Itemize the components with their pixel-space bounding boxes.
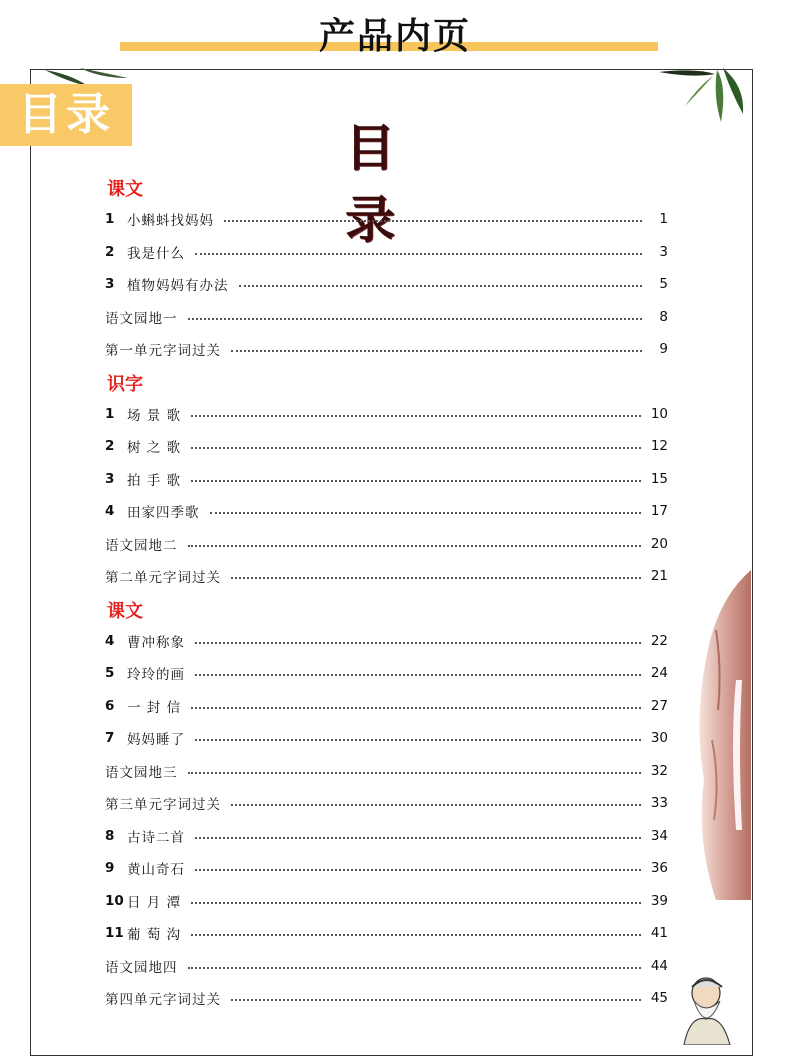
toc-entry-number: 3	[105, 276, 115, 292]
toc-entry[interactable]	[105, 955, 668, 977]
toc-entry[interactable]	[105, 760, 668, 782]
toc-entry-title: 场 景 歌	[127, 407, 182, 424]
toc-dot-leader	[195, 642, 641, 644]
toc-dot-leader	[195, 253, 642, 255]
toc-dot-leader	[188, 318, 643, 320]
toc-entry-page-number: 8	[659, 308, 668, 325]
toc-entry-title: 语文园地二	[105, 537, 178, 554]
toc-entry-number: 10	[105, 892, 124, 909]
toc-entry[interactable]	[105, 695, 668, 717]
toc-entry[interactable]	[105, 241, 668, 263]
toc-entry-number: 11	[105, 925, 124, 941]
toc-entry-number: 8	[105, 827, 115, 844]
toc-entry-title: 日 月 潭	[127, 894, 182, 911]
toc-dot-leader	[195, 739, 641, 741]
toc-entry[interactable]	[105, 792, 668, 814]
toc-entry-number: 1	[105, 405, 115, 422]
toc-entry[interactable]	[105, 890, 668, 912]
toc-entry-title: 语文园地三	[105, 764, 178, 781]
toc-entry[interactable]	[105, 825, 668, 847]
toc-entry-title: 一 封 信	[127, 699, 182, 716]
toc-dot-leader	[191, 415, 641, 417]
toc-entry[interactable]	[105, 403, 668, 425]
toc-entry-title: 树 之 歌	[127, 440, 182, 456]
toc-entry-page-number: 33	[650, 795, 668, 811]
toc-entry-title: 黄山奇石	[127, 862, 185, 878]
toc-entry[interactable]	[105, 630, 668, 652]
toc-entry[interactable]	[105, 500, 668, 522]
toc-entry-page-number: 9	[659, 341, 668, 357]
toc-dot-leader	[195, 674, 641, 676]
toc-dot-leader	[188, 545, 641, 547]
toc-entry[interactable]	[105, 208, 668, 230]
toc-dot-leader	[239, 285, 643, 287]
toc-entry-page-number: 10	[650, 405, 668, 422]
toc-dot-leader	[195, 869, 641, 871]
toc-entry-page-number: 21	[650, 568, 668, 584]
toc-entry-title: 语文园地四	[105, 959, 178, 976]
toc-entry-number: 4	[105, 632, 115, 649]
toc-entry-page-number: 27	[650, 697, 668, 714]
toc-entry-number: 5	[105, 665, 115, 681]
toc-entry-number: 6	[105, 697, 115, 714]
toc-entry-number: 9	[105, 860, 115, 876]
toc-dot-leader	[191, 480, 641, 482]
toc-entry-number: 7	[105, 730, 115, 746]
toc-entry-page-number: 1	[659, 211, 668, 227]
toc-entry-title: 拍 手 歌	[127, 472, 182, 489]
toc-entry-page-number: 5	[659, 276, 668, 292]
toc-entry-title: 妈妈睡了	[127, 732, 185, 748]
toc-entry-page-number: 41	[650, 925, 668, 941]
toc-entry-page-number: 3	[659, 243, 668, 260]
toc-entry-page-number: 45	[650, 990, 668, 1006]
toc-section-heading: 识字	[107, 373, 143, 395]
toc-entry-page-number: 32	[650, 762, 668, 779]
toc-entry-page-number: 22	[650, 632, 668, 649]
toc-entry-title: 语文园地一	[105, 310, 178, 327]
toc-entry-page-number: 24	[650, 665, 668, 681]
toc-entry-title: 第四单元字词过关	[105, 992, 221, 1008]
toc-entry[interactable]	[105, 306, 668, 328]
toc-entry[interactable]	[105, 468, 668, 490]
toc-entry[interactable]	[105, 435, 668, 457]
toc-dot-leader	[231, 350, 642, 352]
toc-dot-leader	[191, 447, 641, 449]
toc-badge: 目录	[0, 84, 132, 146]
toc-dot-leader	[231, 804, 641, 806]
toc-entry[interactable]	[105, 338, 668, 360]
toc-dot-leader	[188, 772, 641, 774]
toc-entry-number: 3	[105, 470, 115, 487]
toc-entry-page-number: 17	[650, 503, 668, 519]
toc-entry-title: 我是什么	[127, 245, 185, 262]
toc-entry-page-number: 30	[650, 730, 668, 746]
toc-dot-leader	[188, 967, 641, 969]
toc-entry-number: 2	[105, 243, 115, 260]
toc-dot-leader	[191, 902, 641, 904]
toc-entry[interactable]	[105, 273, 668, 295]
toc-entry-page-number: 20	[650, 535, 668, 552]
toc-entry[interactable]	[105, 727, 668, 749]
toc-entry-number: 1	[105, 211, 115, 227]
toc-entry[interactable]	[105, 565, 668, 587]
toc-entry-title: 第二单元字词过关	[105, 570, 221, 586]
toc-entry-number: 4	[105, 503, 115, 519]
toc-entry-title: 曹冲称象	[127, 634, 185, 651]
toc-entry[interactable]	[105, 533, 668, 555]
toc-dot-leader	[191, 934, 641, 936]
toc-dot-leader	[231, 577, 641, 579]
toc-entry-title: 葡 萄 沟	[127, 927, 182, 943]
toc-entry-title: 第一单元字词过关	[105, 343, 221, 359]
toc-main-title: 目 录	[345, 118, 425, 249]
toc-entry[interactable]	[105, 987, 668, 1009]
toc-entry-title: 田家四季歌	[127, 505, 200, 521]
toc-section-heading: 课文	[107, 600, 143, 622]
toc-entry-page-number: 39	[650, 892, 668, 909]
toc-entry-title: 玲玲的画	[127, 667, 185, 683]
toc-dot-leader	[195, 837, 641, 839]
toc-entry-number: 2	[105, 438, 115, 454]
toc-entry-title: 小蝌蚪找妈妈	[127, 213, 214, 229]
toc-entry-title: 古诗二首	[127, 829, 185, 846]
toc-section-heading: 课文	[107, 179, 143, 200]
toc-entry-title: 植物妈妈有办法	[127, 278, 229, 294]
toc-entry[interactable]	[105, 662, 668, 684]
toc-dot-leader	[224, 220, 642, 222]
toc-entry-page-number: 44	[650, 957, 668, 974]
toc-entry-page-number: 36	[650, 860, 668, 876]
toc-entry[interactable]	[105, 922, 668, 944]
toc-dot-leader	[191, 707, 641, 709]
toc-entry-page-number: 15	[650, 470, 668, 487]
toc-dot-leader	[210, 512, 641, 514]
toc-entry-page-number: 34	[650, 827, 668, 844]
toc-entry[interactable]	[105, 857, 668, 879]
toc-dot-leader	[231, 999, 641, 1001]
toc-entry-page-number: 12	[650, 438, 668, 454]
header-title: 产品内页	[318, 15, 471, 57]
toc-entry-title: 第三单元字词过关	[105, 797, 221, 813]
